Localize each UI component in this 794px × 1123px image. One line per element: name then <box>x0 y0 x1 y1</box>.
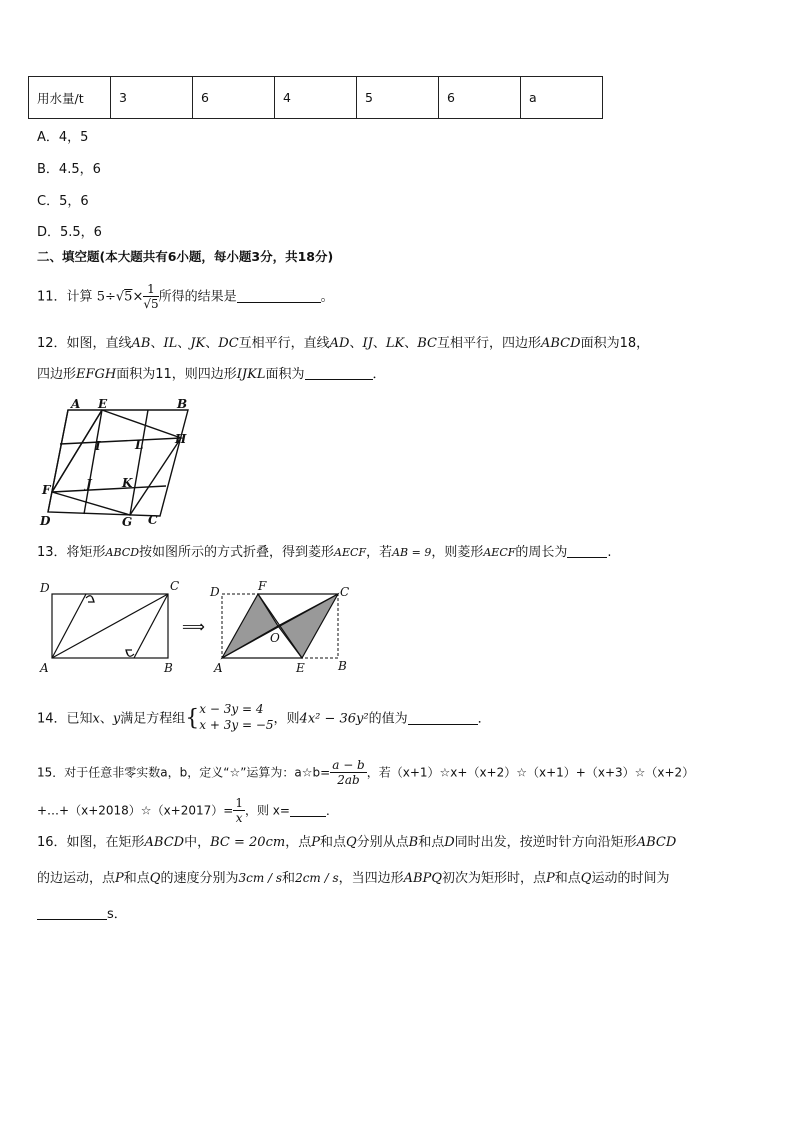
q12-math: AB <box>131 336 151 351</box>
fig2-label-O: O <box>270 631 280 645</box>
q12-text: 12．如图，直线 <box>37 336 132 351</box>
answer-blank-11[interactable] <box>237 302 321 303</box>
fig-label-L: L <box>135 438 144 452</box>
option-d: D．5.5，6 <box>37 225 102 240</box>
q15-frac2-den: x <box>235 811 243 825</box>
fig-label-G: G <box>122 515 133 529</box>
option-a: A．4，5 <box>37 130 89 145</box>
q12-text: 、 <box>150 336 164 351</box>
q15-text: 15．对于任意非零实数a，b，定义“☆”运算为：a☆b= <box>37 765 331 780</box>
q12-math: IJ <box>362 336 373 351</box>
q16-text: 16．如图，在矩形 <box>37 835 145 850</box>
q11-expr-a: 5÷ <box>96 289 116 305</box>
fig-label-H: H <box>175 432 187 446</box>
water-usage-table <box>28 76 603 119</box>
q13-text: 按如图所示的方式折叠，得到菱形 <box>139 545 335 560</box>
q13-text: ，则菱形 <box>431 545 484 560</box>
table-cell: 4 <box>275 77 357 119</box>
q16-math: ABPQ <box>403 871 443 886</box>
fig2-label-B: B <box>338 659 347 673</box>
q16-math: ABCD <box>636 835 677 850</box>
q16-text: 和点 <box>554 871 581 886</box>
q16-text: 同时出发，按逆时针方向沿矩形 <box>454 835 637 850</box>
q13-math: ABCD <box>105 546 140 559</box>
q16-text: 和点 <box>123 871 150 886</box>
fig-label-D: D <box>40 514 51 528</box>
q16-math: Q <box>580 871 592 886</box>
fig1-label-D: D <box>40 581 50 595</box>
brace-icon: { <box>185 706 200 731</box>
fig-label-I: I <box>95 439 101 453</box>
question-11: 11．计算 5÷√5× $\frac{1}{√5}$ 所得的结果是 。 <box>37 282 334 311</box>
q16-math: Q <box>345 835 357 850</box>
q15-frac-den: 2ab <box>337 773 360 787</box>
q12-math: LK <box>385 336 405 351</box>
question-16-line-3 <box>37 908 127 921</box>
answer-blank-12[interactable] <box>305 379 373 380</box>
q14-text: ，则 <box>273 711 300 727</box>
q16-text: 的边运动，点 <box>37 871 116 886</box>
q16-math: P <box>311 835 320 850</box>
fold-arrow-icon: ⟹ <box>182 617 205 636</box>
table-cell: 3 <box>111 77 193 119</box>
table-cell: 6 <box>193 77 275 119</box>
q12-math: JK <box>190 336 206 351</box>
question-12-line-1 <box>37 337 649 350</box>
q12-math: IJKL <box>236 367 266 382</box>
fig2-label-A: A <box>214 661 223 675</box>
q16-text: 分别从点 <box>356 835 409 850</box>
question-12-line-2 <box>37 368 386 381</box>
q11-fraction: $\frac{1}{√5}$ <box>143 282 159 311</box>
question-14 <box>37 702 491 733</box>
q14-eq2: x + 3y = −5 <box>199 718 274 732</box>
q12-text: 、 <box>372 336 386 351</box>
question-16-line-2 <box>37 872 669 885</box>
q13-figure-1 <box>36 578 186 678</box>
q14-text: 14．已知 <box>37 711 93 727</box>
q16-text: 初次为矩形时，点 <box>442 871 547 886</box>
q13-math: AB = 9 <box>392 546 432 559</box>
q14-eq1: x − 3y = 4 <box>199 702 264 716</box>
q14-system <box>199 701 273 733</box>
q16-text: ，当四边形 <box>338 871 404 886</box>
table-cell: 5 <box>357 77 439 119</box>
q16-math: P <box>115 871 124 886</box>
fig2-label-D: D <box>210 585 220 599</box>
fig-label-E: E <box>98 397 108 411</box>
question-15-line-1 <box>37 758 694 788</box>
q14-text: 满足方程组 <box>120 711 186 727</box>
fig-label-B: B <box>177 397 188 411</box>
q15-text: ，若（x+1）☆x+（x+2）☆（x+1）+（x+3）☆（x+2） <box>366 765 695 780</box>
q14-text: 、 <box>99 711 113 727</box>
q11-frac-num: 1 <box>143 282 158 297</box>
question-16-line-1 <box>37 836 676 849</box>
question-13 <box>37 546 612 559</box>
q11-times: × <box>132 289 144 305</box>
fig-label-K: K <box>122 476 133 490</box>
q13-text: 的周长为 <box>515 545 568 560</box>
q16-math: BC = 20cm <box>210 835 286 850</box>
q12-text: 、 <box>349 336 363 351</box>
q12-math: DC <box>218 336 239 351</box>
fig2-label-C: C <box>340 585 350 599</box>
q16-text: 中， <box>184 835 211 850</box>
q16-math: B <box>408 835 419 850</box>
q16-end: s． <box>107 907 127 922</box>
q16-text: 和点 <box>319 835 346 850</box>
q11-end: 。 <box>320 289 334 305</box>
q14-text: 的值为 <box>368 711 408 727</box>
q12-math: AD <box>329 336 350 351</box>
q11-frac-den: 5 <box>151 297 159 311</box>
q12-text: 互相平行，直线 <box>238 336 330 351</box>
q14-math: 4x² − 36y² <box>299 711 369 727</box>
section-title: 二、填空题(本大题共有6小题，每小题3分，共18分) <box>37 249 334 264</box>
answer-blank-13[interactable] <box>567 557 607 558</box>
table-cell: a <box>521 77 603 119</box>
q13-math: AECF <box>483 546 516 559</box>
q16-math: Q <box>149 871 161 886</box>
q13-end: . <box>607 545 612 560</box>
q16-text: 和 <box>282 871 296 886</box>
fig1-label-C: C <box>170 579 180 593</box>
q15-text: +…+（x+2018）☆（x+2017）= <box>37 803 234 818</box>
q16-math: 2cm / s <box>295 871 339 885</box>
fig1-label-A: A <box>40 661 49 675</box>
fig-label-J: J <box>86 477 92 491</box>
q16-text: 的速度分别为 <box>160 871 239 886</box>
q12-text: 四边形 <box>37 367 77 382</box>
q12-math: BC <box>417 336 437 351</box>
q16-math: ABCD <box>144 835 185 850</box>
q16-text: 和点 <box>418 835 445 850</box>
q15-fraction <box>330 758 367 788</box>
q13-math: AECF <box>334 546 367 559</box>
q15-frac-num: a − b <box>332 758 365 772</box>
q16-text: ，点 <box>285 835 312 850</box>
q12-figure <box>38 396 198 530</box>
q12-text: 面积为11，则四边形 <box>116 367 237 382</box>
q12-text: 、 <box>404 336 418 351</box>
q16-math: 3cm / s <box>238 871 283 885</box>
q13-text: ，若 <box>366 545 393 560</box>
q12-text: 面积为18， <box>580 336 650 351</box>
q16-text: 运动的时间为 <box>591 871 670 886</box>
q11-sqrt: 5 <box>124 289 133 305</box>
q15-end: ． <box>325 803 338 818</box>
q12-text: 面积为 <box>265 367 305 382</box>
question-15-line-2 <box>37 796 338 826</box>
answer-blank-16[interactable] <box>37 919 107 920</box>
q15-fraction-2 <box>233 796 245 826</box>
q12-end: ． <box>372 367 386 382</box>
option-b: B．4.5，6 <box>37 162 101 177</box>
fig-label-C: C <box>148 513 158 527</box>
q15-text: ，则 x= <box>244 803 290 818</box>
q11-prefix: 11．计算 <box>37 289 93 305</box>
table-cell: 6 <box>439 77 521 119</box>
q15-frac2-num: 1 <box>235 796 243 810</box>
table-row <box>29 77 603 119</box>
q12-math: EFGH <box>76 367 117 382</box>
q14-math: x <box>92 711 100 727</box>
q12-text: 、 <box>177 336 191 351</box>
q12-text: 、 <box>205 336 219 351</box>
fig1-label-B: B <box>164 661 173 675</box>
table-header-cell: 用水量/t <box>29 77 111 119</box>
answer-blank-15[interactable] <box>290 816 326 817</box>
fig2-label-F: F <box>258 579 267 593</box>
q11-tail: 所得的结果是 <box>158 289 237 305</box>
fig2-label-E: E <box>296 661 305 675</box>
answer-blank-14[interactable] <box>408 724 478 725</box>
q16-math: P <box>546 871 555 886</box>
option-c: C．5，6 <box>37 194 89 209</box>
q14-math: y <box>112 711 121 727</box>
fig-label-A: A <box>71 397 81 411</box>
q13-figure-2 <box>202 578 362 678</box>
q16-math: D <box>444 835 455 850</box>
q12-text: 互相平行，四边形 <box>436 336 541 351</box>
fig-label-F: F <box>42 483 51 497</box>
q12-math: ABCD <box>541 336 581 351</box>
q12-math: IL <box>163 336 178 351</box>
q14-end: ． <box>477 711 491 727</box>
q13-text: 13．将矩形 <box>37 545 106 560</box>
